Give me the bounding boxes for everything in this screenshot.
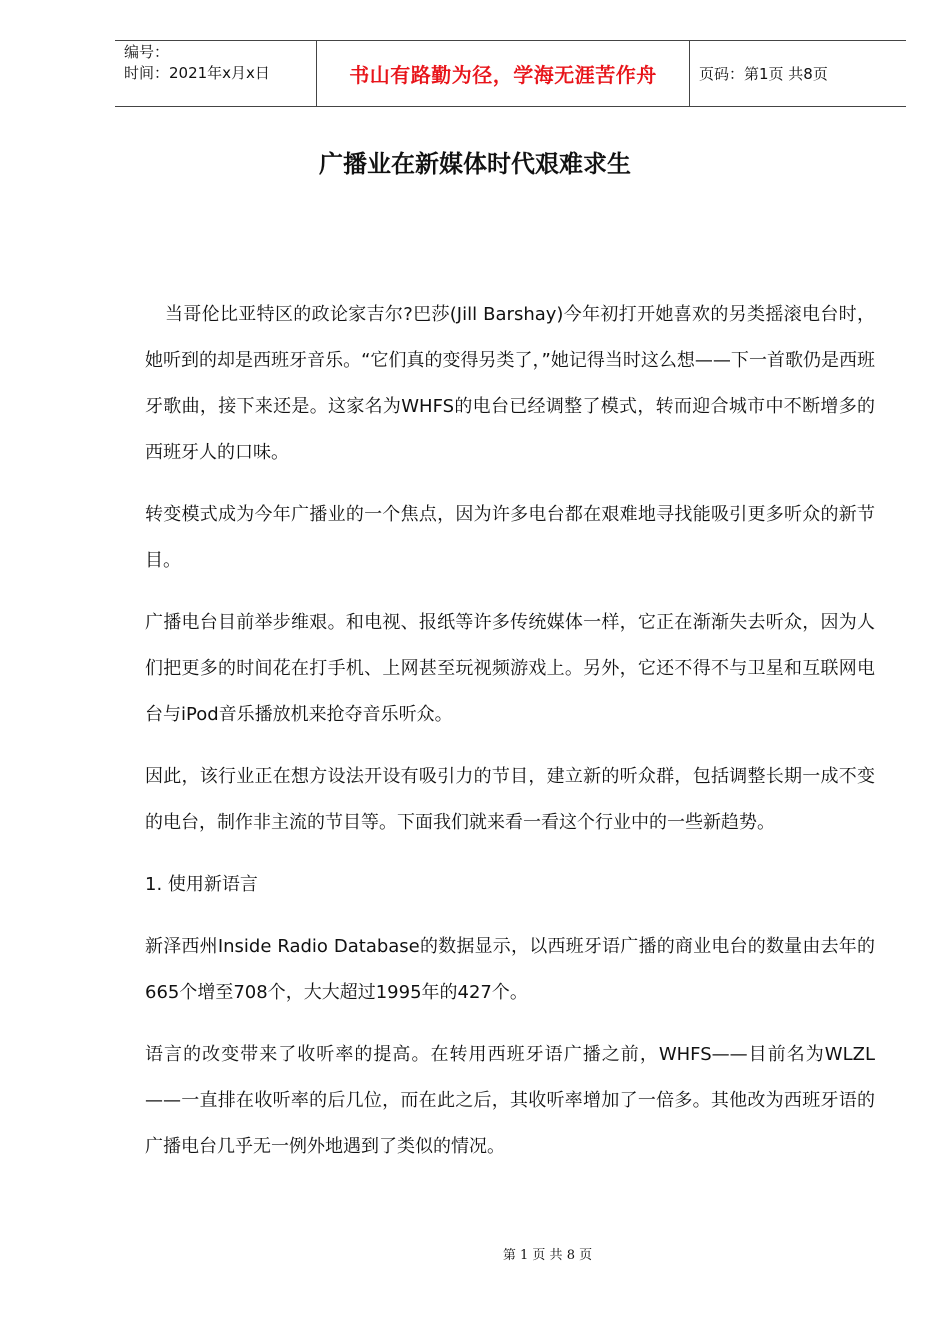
paragraph: 转变模式成为今年广播业的一个焦点，因为许多电台都在艰难地寻找能吸引更多听众的新节目。 xyxy=(145,504,875,571)
page-footer: 第 1 页 共 8 页 xyxy=(502,1248,593,1263)
header-meta xyxy=(115,41,317,106)
section-heading: 1. 使用新语言 xyxy=(145,874,258,895)
article-body xyxy=(145,292,875,1186)
document-number-label: 编号： xyxy=(124,43,170,61)
document-date-label: 时间：2021年x月x日 xyxy=(124,64,270,82)
paragraph: 语言的改变带来了收听率的提高。在转用西班牙语广播之前，WHFS——目前名为WLZL——一直排在收听率的后几位，而在此之后，其收听率增加了一倍多。其他改为西班牙语的广播电台几乎无一例外地遇到了类似的情况。 xyxy=(145,1044,875,1157)
paragraph: 新泽西州Inside Radio Database的数据显示，以西班牙语广播的商业电台的数量由去年的665个增至708个，大大超过1995年的427个。 xyxy=(145,936,875,1003)
paragraph: 广播电台目前举步维艰。和电视、报纸等许多传统媒体一样，它正在渐渐失去听众，因为人们把更多的时间花在打手机、上网甚至玩视频游戏上。另外，它还不得不与卫星和互联网电台与iPod音乐播放机来抢夺音乐听众。 xyxy=(145,612,875,725)
header-motto: 书山有路勤为径，学海无涯苦作舟 xyxy=(317,41,690,106)
page-header xyxy=(115,40,906,107)
header-page-info: 页码：第1页 共8页 xyxy=(699,65,828,83)
document-title: 广播业在新媒体时代艰难求生 xyxy=(319,149,631,178)
paragraph: 当哥伦比亚特区的政论家吉尔?巴莎(Jill Barshay)今年初打开她喜欢的另类摇滚电台时，她听到的却是西班牙音乐。“它们真的变得另类了，”她记得当时这么想——下一首歌仍是西班牙歌曲，接下来还是。这家名为WHFS的电台已经调整了模式，转而迎合城市中不断增多的西班牙人的口味。 xyxy=(145,304,875,463)
paragraph: 因此，该行业正在想方设法开设有吸引力的节目，建立新的听众群，包括调整长期一成不变的电台，制作非主流的节目等。下面我们就来看一看这个行业中的一些新趋势。 xyxy=(145,766,875,833)
